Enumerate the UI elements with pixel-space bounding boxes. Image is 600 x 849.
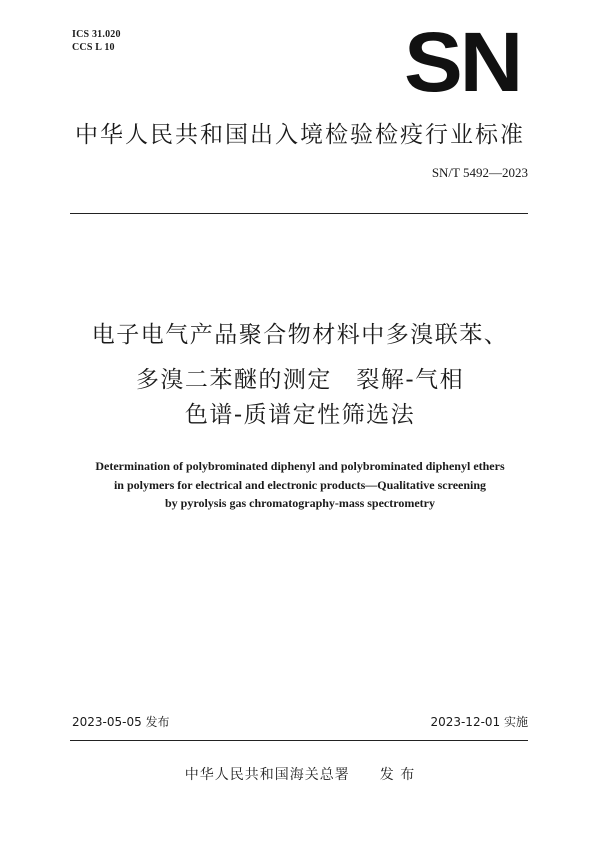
title-en-line-2: in polymers for electrical and electronic products—Qualitative screening: [113, 478, 487, 492]
issuer-action: 发 布: [379, 767, 416, 783]
title-en-line-3: by pyrolysis gas chromatography-mass spectrometry: [165, 496, 435, 510]
issuer-name: 中华人民共和国海关总署: [184, 767, 350, 783]
implementation-date: 2023-12-01 实施: [430, 715, 528, 729]
title-cn-line-3: 色谱-质谱定性筛选法: [184, 402, 416, 428]
title-en-line-1: Determination of polybrominated diphenyl and polybrominated diphenyl ethers: [95, 459, 505, 473]
ccs-code: CCS L 10: [72, 42, 115, 53]
issuer-line: [0, 765, 600, 785]
standard-category: 中华人民共和国出入境检验检疫行业标准: [75, 122, 525, 148]
standard-number: SN/T 5492—2023: [431, 165, 528, 180]
title-cn-line-1: 电子电气产品聚合物材料中多溴联苯、: [91, 322, 509, 348]
title-cn-line-2: 多溴二苯醚的测定 裂解-气相: [135, 367, 465, 393]
issue-date: 2023-05-05 发布: [72, 715, 170, 729]
sn-logo: SN: [404, 15, 521, 109]
top-divider: [70, 213, 528, 214]
bottom-divider: [70, 740, 528, 741]
ics-code: ICS 31.020: [72, 29, 121, 40]
